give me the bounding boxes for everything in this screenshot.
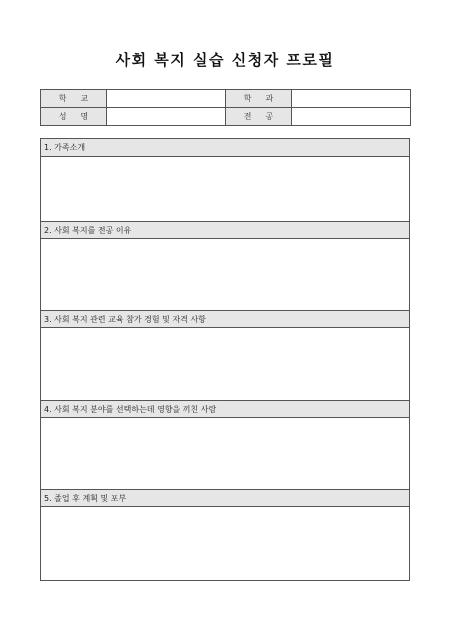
info-row-name (41, 108, 411, 126)
section-body-major-reason[interactable] (41, 239, 409, 310)
section-body-future-plans[interactable] (41, 507, 409, 576)
section-body-education-experience[interactable] (41, 328, 409, 400)
name-label: 성명 (41, 108, 107, 126)
section-body-influential-person[interactable] (41, 418, 409, 489)
document-title: 사회 복지 실습 신청자 프로필 (115, 51, 335, 69)
major-field[interactable] (292, 108, 411, 126)
major-label: 전공 (226, 108, 292, 126)
section-heading-major-reason: 2. 사회 복지를 전공 이유 (41, 221, 409, 239)
department-label: 학과 (226, 90, 292, 108)
section-heading-family: 1. 가족소개 (41, 139, 409, 157)
section-heading-influential-person: 4. 사회 복지 분야를 선택하는데 영향을 끼친 사람 (41, 400, 409, 418)
info-row-school (41, 90, 411, 108)
section-heading-education-experience: 3. 사회 복지 관련 교육 참가 경험 및 자격 사항 (41, 310, 409, 328)
school-label: 학교 (41, 90, 107, 108)
section-heading-future-plans: 5. 졸업 후 계획 및 포부 (41, 489, 409, 507)
school-field[interactable] (107, 90, 226, 108)
department-field[interactable] (292, 90, 411, 108)
name-field[interactable] (107, 108, 226, 126)
section-body-family[interactable] (41, 157, 409, 221)
profile-sections (40, 138, 410, 581)
applicant-info-table (40, 89, 411, 126)
